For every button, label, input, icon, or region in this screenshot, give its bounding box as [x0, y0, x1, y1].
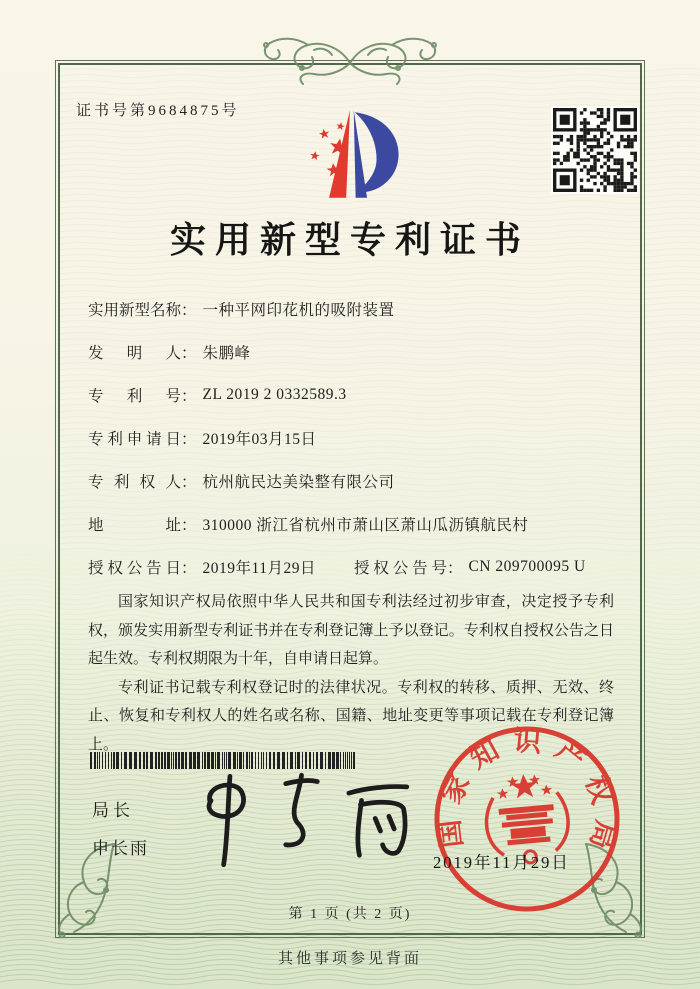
grant-date-label: 授权公告日 — [88, 559, 181, 577]
field-row-patentee: 专利权人 ： 杭州航民达美染整有限公司 — [88, 459, 618, 502]
barcode-icon — [90, 752, 358, 769]
certificate-number: 证书号第9684875号 — [76, 103, 240, 119]
grant-number-value: CN 209700095 U — [468, 557, 586, 575]
field-value: 2019年03月15日 — [202, 430, 317, 448]
field-row-filing-date: 专利申请日 ： 2019年03月15日 — [88, 416, 618, 459]
legal-paragraph-2: 专利证书记载专利权登记时的法律状况。专利权的转移、质押、无效、终止、恢复和专利权人的姓名或名称、国籍、地址变更等事项记载在专利登记簿上。 — [88, 679, 614, 753]
field-row-address: 地址 ： 310000 浙江省杭州市萧山区萧山瓜沥镇航民村 — [88, 502, 618, 545]
field-label: 专利申请日 — [88, 430, 181, 448]
field-value: 310000 浙江省杭州市萧山区萧山瓜沥镇航民村 — [202, 516, 529, 534]
svg-text:国家知识产权局: 国家知识产权局 — [433, 725, 621, 864]
field-row-inventor: 发明人 ： 朱鹏峰 — [88, 330, 618, 373]
field-label: 地址 — [88, 516, 181, 534]
handwritten-signature-icon — [192, 770, 430, 870]
field-value: ZL 2019 2 0332589.3 — [202, 385, 347, 403]
legal-paragraph-1: 国家知识产权局依照中华人民共和国专利法经过初步审查，决定授予专利权，颁发实用新型专利证书并在专利登记簿上予以登记。专利权自授权公告之日起生效。专利权期限为十年，自申请日起算。 — [88, 594, 614, 667]
seal-date: 2019年11月29日 — [433, 853, 570, 872]
grant-number-group: 授权公告号 ： CN 209700095 U — [353, 557, 586, 577]
field-list — [88, 287, 618, 588]
cnipa-logo-icon — [292, 104, 406, 204]
field-row-grant: 授权公告日 ： 2019年11月29日 授权公告号 ： CN 209700095 U — [88, 557, 586, 577]
grant-number-label: 授权公告号 — [353, 559, 447, 577]
field-label: 专利号 — [88, 387, 181, 405]
commissioner-name: 申长雨 — [92, 839, 149, 858]
grant-date-value: 2019年11月29日 — [202, 559, 316, 577]
field-label: 专利权人 — [88, 473, 181, 491]
page-number: 第 1 页 (共 2 页) — [288, 907, 412, 922]
field-value: 一种平网印花机的吸附装置 — [202, 301, 395, 319]
field-row-patent-number: 专利号 ： ZL 2019 2 0332589.3 — [88, 385, 347, 405]
national-ipo-seal-icon — [430, 722, 624, 916]
commissioner-title: 局长 — [92, 801, 134, 820]
qr-code-icon — [551, 106, 639, 194]
back-side-note: 其他事项参见背面 — [277, 951, 422, 967]
field-label: 发明人 — [88, 344, 181, 362]
certificate-title: 实用新型专利证书 — [169, 220, 530, 260]
field-value: 杭州航民达美染整有限公司 — [202, 473, 395, 491]
field-label: 实用新型名称 — [88, 301, 182, 319]
field-row-name: 实用新型名称 ： 一种平网印花机的吸附装置 — [88, 287, 618, 330]
field-value: 朱鹏峰 — [202, 344, 251, 362]
